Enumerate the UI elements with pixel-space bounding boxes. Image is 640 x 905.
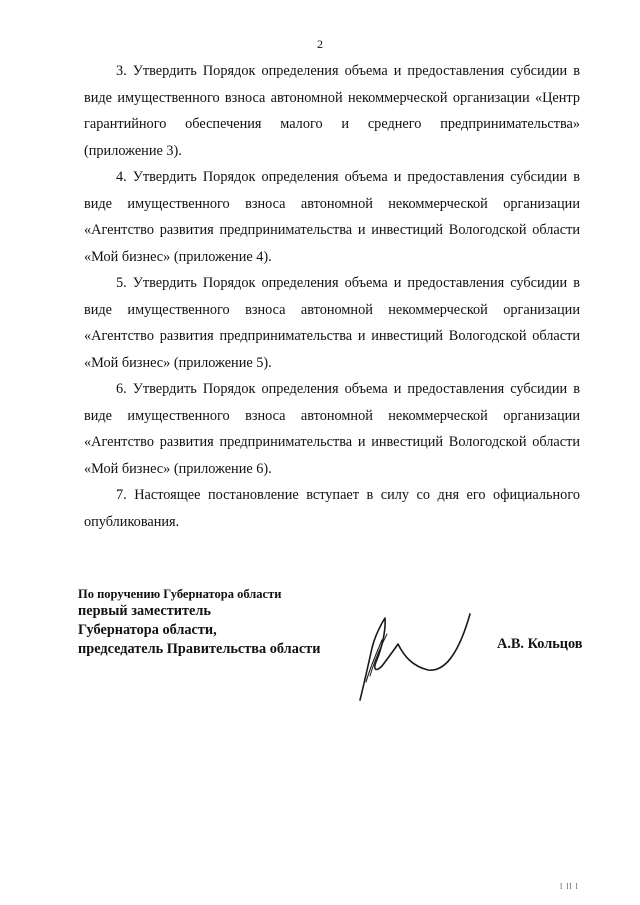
document-body bbox=[84, 58, 580, 535]
signer-name: А.В. Кольцов bbox=[497, 636, 583, 652]
signature-title-line-2: Губернатора области, bbox=[78, 622, 217, 638]
footer-mark: l ll l bbox=[560, 882, 579, 891]
signature-title-line-1: первый заместитель bbox=[78, 603, 211, 619]
signature-block bbox=[78, 586, 320, 659]
paragraph-item-4: 4. Утвердить Порядок определения объема и предоставления субсидии в виде имущественного взноса автономной некоммерческой организации «Агентство развития предпринимательства и инвестиций Вологодской области «Мой бизнес» (приложение 4). bbox=[84, 169, 580, 265]
handwritten-signature bbox=[340, 596, 480, 706]
signature-authority-line: По поручению Губернатора области bbox=[78, 587, 282, 601]
page-number: 2 bbox=[317, 37, 323, 51]
paragraph-item-3: 3. Утвердить Порядок определения объема и предоставления субсидии в виде имущественного взноса автономной некоммерческой организации «Центр гарантийного обеспечения малого и среднего предпринимательства» (приложение 3). bbox=[84, 63, 580, 159]
paragraph-item-7: 7. Настоящее постановление вступает в силу со дня его официального опубликования. bbox=[84, 487, 580, 530]
signature-title-line-3: председатель Правительства области bbox=[78, 641, 321, 657]
paragraph-item-5: 5. Утвердить Порядок определения объема и предоставления субсидии в виде имущественного взноса автономной некоммерческой организации «Агентство развития предпринимательства и инвестиций Вологодской области «Мой бизнес» (приложение 5). bbox=[84, 275, 580, 371]
paragraph-item-6: 6. Утвердить Порядок определения объема и предоставления субсидии в виде имущественного взноса автономной некоммерческой организации «Агентство развития предпринимательства и инвестиций Вологодской области «Мой бизнес» (приложение 6). bbox=[84, 381, 580, 477]
